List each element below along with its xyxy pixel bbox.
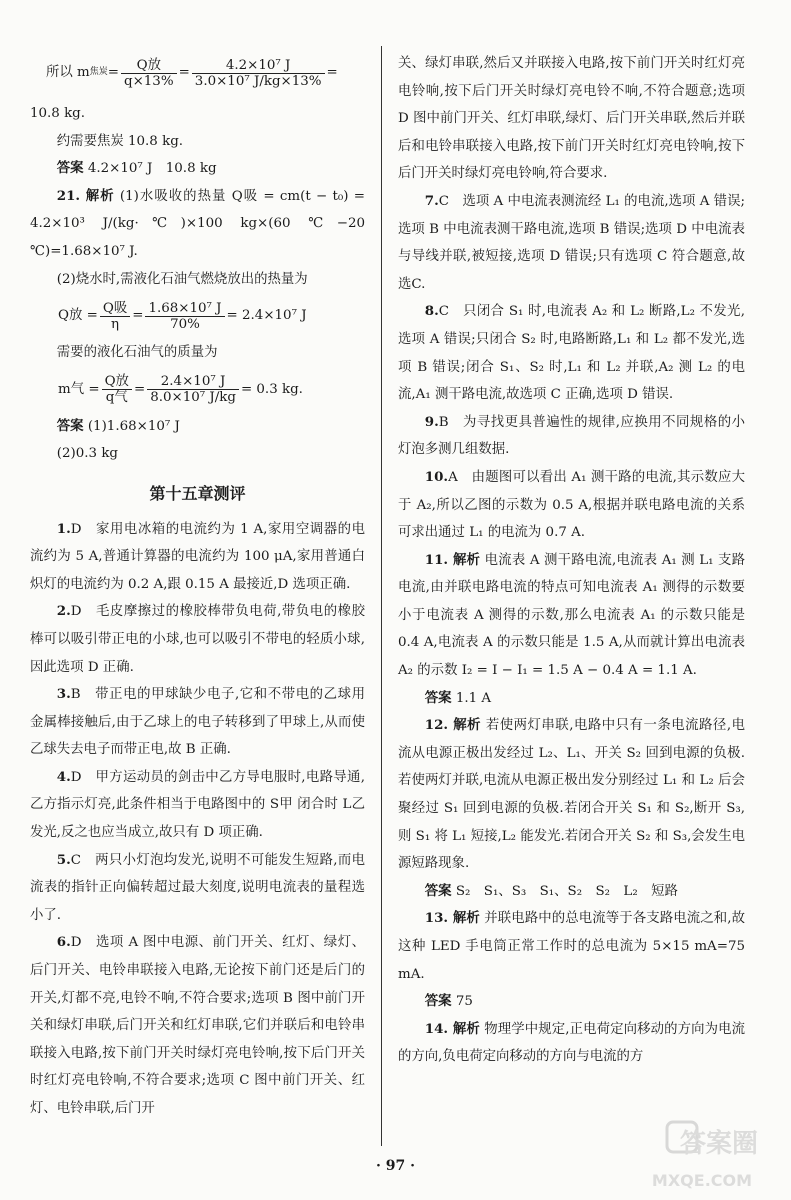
watermark-url: MXQE.COM	[651, 1171, 753, 1190]
question-11: 11. 解析 电流表 A 测干路电流,电流表 A₁ 测 L₁ 支路电流,由并联电路电流的特点可知电流表 A₁ 测得的示数要小于电流表 A 测得的示数,那么电流表 A₁ 的示数只能是 0.4 A,电流表 A 的示数只能是 1.5 A,从而就计算出电流表 A₂ 的示数 I₂ = I − I₁ = 1.5 A − 0.4 A = 1.1 A.	[398, 551, 745, 679]
fraction: $\frac{\text{4.2×10⁷ J}}{\text{3.0×10⁷ J/kg×13\%}}$	[192, 58, 325, 89]
question-6: 6.D 选项 A 图中电源、前门开关、红灯、绿灯、后门开关、电铃串联接入电路,无论按下前门还是后门的开关,灯都不亮,电铃不响,不符合要求;选项 B 图中前门开关和绿灯串联,后门开关和红灯串联,它们并联后和电铃串联接入电路,按下前门开关时绿灯亮电铃响,按下后门开关时红灯亮电铃响,不符合要求;选项 C 图中前门开关、红灯、电铃串联,后门开	[30, 934, 365, 1116]
question-8: 8.C 只闭合 S₁ 时,电流表 A₂ 和 L₂ 断路,L₂ 不发光,选项 A 错误;只闭合 S₂ 时,电路断路,L₁ 和 L₂ 都不发光,选项 B 错误;闭合 S₁、S₂ 时,L₁ 和 L₂ 并联,A₂ 测 L₂ 的电流,A₁ 测干路电流,故选项 C 正确,选项 D 错误.	[398, 303, 745, 403]
answer-line: 答案 4.2×10⁷ J 10.8 kg	[56, 160, 217, 177]
page-number: · 97 ·	[376, 1158, 415, 1174]
text-line: (2)烧水时,需液化石油气燃烧放出的热量为	[56, 271, 308, 287]
left-column	[30, 50, 365, 1123]
column-divider	[381, 46, 382, 1146]
fraction: $\frac{\text{2.4×10⁷ J}}{\text{8.0×10⁷ J/kg}}$	[147, 374, 239, 405]
answer-line: (2)0.3 kg	[56, 446, 119, 462]
question-9: 9.B 为寻找更具普遍性的规律,应换用不同规格的小灯泡多测几组数据.	[398, 413, 745, 458]
chapter-title: 第十五章测评	[149, 483, 246, 503]
answer-line: 答案 1.1 A	[424, 689, 492, 706]
question-6-continued: 关、绿灯串联,然后又并联接入电路,按下前门开关时红灯亮电铃响,按下后门开关时绿灯亮电铃不响,不符合题意;选项 D 图中前门开关、红灯串联,绿灯、后门开关串联,然后并联后和电铃串联接入电路,按下前门开关时红灯亮电铃响,按下后门开关时绿灯亮电铃响,符合要求.	[398, 56, 745, 182]
right-column	[398, 50, 745, 1071]
answer-line: 答案 S₂ S₁、S₃ S₁、S₂ S₂ L₂ 短路	[424, 882, 678, 899]
question-4: 4.D 甲方运动员的剑击中乙方导电服时,电路导通,乙方指示灯亮,此条件相当于电路图中的 S甲 闭合时 L乙 发光,反之也应当成立,故只有 D 项正确.	[30, 768, 365, 841]
fraction: $\frac{\text{Q吸}}{\eta}$	[100, 301, 130, 332]
answer-line: 答案 (1)1.68×10⁷ J	[56, 417, 180, 434]
question-13: 13. 解析 并联电路中的总电流等于各支路电流之和,故这种 LED 手电筒正常工作时的总电流为 5×15 mA=75 mA.	[398, 910, 745, 982]
question-1: 1.D 家用电冰箱的电流约为 1 A,家用空调器的电流约为 5 A,普通计算器的电流约为 100 μA,家用普通白炽灯的电流约为 0.2 A,跟 0.15 A 最接近,D 选项正确.	[30, 520, 365, 592]
question-21: 21. 解析 (1)水吸收的热量 Q吸 = cm(t − t₀) = 4.2×10³ J/(kg·℃)×100 kg×(60 ℃−20 ℃)=1.68×10⁷ J.	[30, 187, 365, 259]
fraction: $\frac{\text{Q放}}{q\times 13\%}$	[121, 58, 177, 89]
text-line: 10.8 kg.	[30, 106, 86, 121]
formula-gas-mass: m气 = $\frac{\text{Q放}}{\text{q气}}$ = $\frac{\text{2.4×10⁷ J}}{\text{8.0×10⁷ J/kg}}$ = 0.3 kg.	[58, 374, 303, 406]
question-10: 10.A 由题图可以看出 A₁ 测干路的电流,其示数应大于 A₂,所以乙图的示数为 0.5 A,根据并联电路电流的关系可求出通过 L₁ 的电流为 0.7 A.	[398, 468, 745, 541]
watermark-logo	[627, 1118, 777, 1196]
question-2: 2.D 毛皮摩擦过的橡胶棒带负电荷,带负电的橡胶棒可以吸引带正电的小球,也可以吸引不带电的轻质小球,因此选项 D 正确.	[30, 603, 365, 675]
formula-heat-released: Q放 = $\frac{\text{Q吸}}{\eta}$ = $\frac{\text{1.68×10⁷ J}}{70\%}$ = 2.4×10⁷ J	[58, 300, 307, 332]
text-line: 约需要焦炭 10.8 kg.	[56, 133, 184, 149]
fraction: $\frac{\text{Q放}}{\text{q气}}$	[102, 374, 132, 405]
fraction: $\frac{\text{1.68×10⁷ J}}{70\%}$	[145, 301, 224, 332]
answer-line: 答案 75	[424, 993, 473, 1010]
text-line: 需要的液化石油气的质量为	[56, 345, 218, 361]
question-7: 7.C 选项 A 中电流表测流经 L₁ 的电流,选项 A 错误;选项 B 中电流表测干路电流,选项 B 错误;选项 D 中电流表与导线并联,被短接,选项 D 错误;只有选项 C 符合题意,故选C.	[398, 192, 745, 292]
question-14: 14. 解析 物理学中规定,正电荷定向移动的方向为电流的方向,负电荷定向移动的方向与电流的方	[398, 1020, 745, 1065]
question-12: 12. 解析 若使两灯串联,电路中只有一条电流路径,电流从电源正极出发经过 L₂、L₁、开关 S₂ 回到电源的负极.若使两灯并联,电流从电源正极出发分别经过 L₁ 和 L₂ 后会聚经过 S₁ 回到电源的负极.若闭合开关 S₁ 和 S₂,断开 S₃,则 S₁ 将 L₁ 短接,L₂ 能发光.若闭合开关 S₂ 和 S₃,会发生电源短路现象.	[398, 717, 745, 872]
watermark-title: 答案圈	[679, 1129, 759, 1159]
formula-coke-mass: 所以 m 焦炭 = $\frac{\text{Q放}}{q\times 13\%}$ = $\frac{\text{4.2×10⁷ J}}{\text{3.0×10⁷ J/kg×13\%}}$ =	[46, 57, 338, 89]
question-5: 5.C 两只小灯泡均发光,说明不可能发生短路,而电流表的指针正向偏转超过最大刻度,说明电流表的量程选小了.	[30, 851, 365, 923]
question-3: 3.B 带正电的甲球缺少电子,它和不带电的乙球用金属棒接触后,由于乙球上的电子转移到了甲球上,从而使乙球失去电子而带正电,故 B 正确.	[30, 686, 365, 758]
